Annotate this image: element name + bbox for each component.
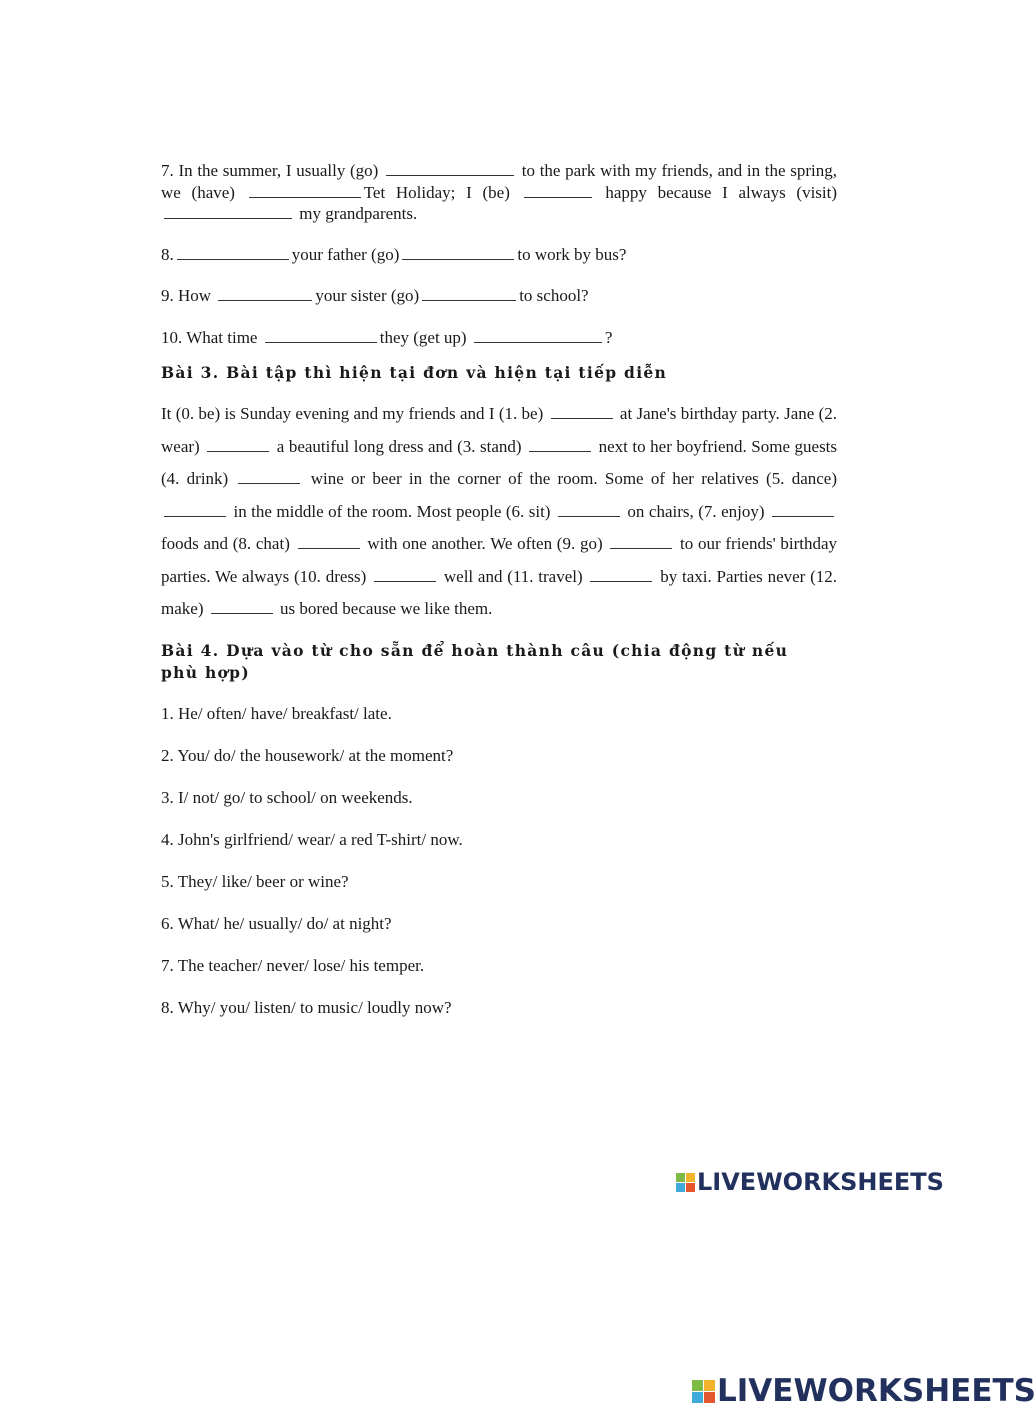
q7-text-2: to the park with my friends, and in the spring, we (have) [161,161,838,202]
s3-blank-9[interactable] [610,534,672,549]
liveworksheets-logo-icon [692,1380,715,1403]
s3-text-6: on chairs, (7. enjoy) [627,501,765,521]
q8-text-3: to work by bus? [517,244,627,264]
list-item: 4. John's girlfriend/ wear/ a red T-shirt/ now. [161,829,463,849]
list-item: 3. I/ not/ go/ to school/ on weekends. [161,787,413,807]
q7-blank-2[interactable] [249,183,361,198]
q7-text-3: Tet Holiday; I (be) [363,182,510,202]
worksheet-content [161,160,837,1018]
s3-blank-11[interactable] [590,567,652,582]
q9-text-2: your sister (go) [315,286,420,305]
list-item: 1. He/ often/ have/ breakfast/ late. [161,703,392,723]
q7-text-5: my grandparents. [299,204,418,223]
s3-blank-12[interactable] [211,599,273,614]
s3-blank-8[interactable] [298,534,360,549]
section-4-list [161,703,837,1019]
q7-blank-1[interactable] [386,161,514,176]
q8-blank-1[interactable] [177,245,289,260]
q10-blank-1[interactable] [265,328,377,343]
q7-text-4: happy because I always (visit) [605,182,838,202]
s3-text-7: foods and (8. chat) [161,534,290,553]
s3-text-8: with one another. We often (9. go) [367,534,603,553]
q7-blank-4[interactable] [164,204,292,219]
q8-text-2: your father (go) [291,244,400,264]
footer-logo-text: LIVEWORKSHEETS [717,1373,1036,1409]
s3-text-11: by taxi. Parties never (12. make) [161,566,838,618]
list-item: 7. The teacher/ never/ lose/ his temper. [161,955,425,975]
s3-text-12: us bored because we like them. [279,599,493,618]
q10-text-1: 10. What time [161,327,258,347]
s3-text-5: in the middle of the room. Most people (6. sit) [233,501,551,521]
q10-blank-2[interactable] [474,328,602,343]
question-9 [161,285,837,307]
question-7 [161,160,837,225]
s3-text-9: to our friends' birthday parties. We always (10. dress) [161,534,838,586]
s3-blank-2[interactable] [207,437,269,452]
s3-blank-6[interactable] [558,502,620,517]
section-3-heading: Bài 3. Bài tập thì hiện tại đơn và hiện tại tiếp diễn [161,363,668,382]
s3-blank-1[interactable] [551,404,613,419]
question-10 [161,327,837,349]
list-item: 5. They/ like/ beer or wine? [161,871,349,891]
s3-text-3: next to her boyfriend. Some guests (4. drink) [161,436,838,488]
list-item: 2. You/ do/ the housework/ at the moment? [161,745,454,765]
s3-text-0: It (0. be) is Sunday evening and my friends and I (1. be) [161,404,544,423]
q9-text-3: to school? [519,286,589,305]
liveworksheets-logo [676,1168,944,1196]
liveworksheets-footer-logo [692,1373,1036,1409]
s3-text-1: at Jane's birthday party. Jane (2. wear) [161,404,838,456]
q10-text-2: they (get up) [379,327,467,347]
s3-blank-5[interactable] [164,502,226,517]
s3-text-10: well and (11. travel) [443,566,583,586]
s3-blank-7[interactable] [772,502,834,517]
s3-text-4: wine or beer in the corner of the room. Some of her relatives (5. dance) [310,469,838,488]
q10-text-3: ? [604,327,613,347]
section-4-heading: Bài 4. Dựa vào từ cho sẵn để hoàn thành câu (chia động từ nếu phù hợp) [161,640,789,682]
q9-text-1: 9. How [161,286,212,305]
q7-blank-3[interactable] [524,183,592,198]
q8-blank-2[interactable] [402,245,514,260]
q7-text-1: 7. In the summer, I usually (go) [161,161,379,180]
logo-text: LIVEWORKSHEETS [697,1168,944,1196]
liveworksheets-logo-icon [676,1173,695,1192]
s3-blank-10[interactable] [374,567,436,582]
s3-blank-3[interactable] [529,437,591,452]
q9-blank-2[interactable] [422,286,516,301]
s3-blank-4[interactable] [238,469,300,484]
q9-blank-1[interactable] [218,286,312,301]
section-3-paragraph [161,398,837,626]
question-8 [161,244,837,266]
list-item: 8. Why/ you/ listen/ to music/ loudly now? [161,997,452,1017]
q8-text-1: 8. [161,244,174,264]
list-item: 6. What/ he/ usually/ do/ at night? [161,913,392,933]
s3-text-2: a beautiful long dress and (3. stand) [276,436,522,456]
